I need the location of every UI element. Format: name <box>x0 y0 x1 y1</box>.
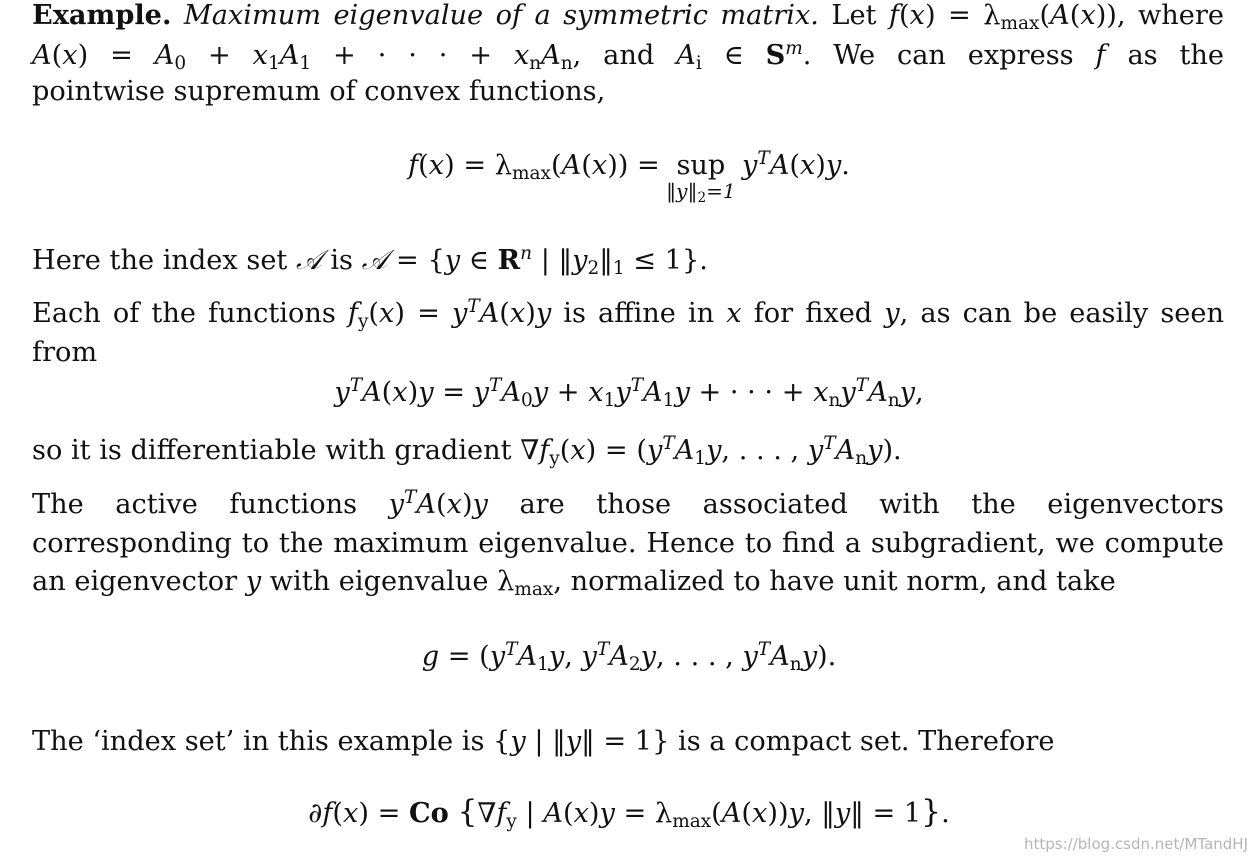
example-title: Maximum eigenvalue of a symmetric matrix. <box>183 0 819 31</box>
intro-tail: pointwise supremum of convex functions, <box>32 76 606 107</box>
gradient-paragraph: so it is differentiable with gradient $\nabla f_y(x) = (y^TA_1y$, . . . , $y^TA_ny$). <box>32 432 902 470</box>
equation-subgradient: $g = (y^TA_1y$, $y^TA_2y$, . . . , $y^TA_ny$). <box>421 638 837 676</box>
equation-subdifferential: ∂f(x) = Co {$\nabla f_y$ | $A(x)y = \lambda_{max}(A(x))y$, ‖y‖ = 1}. <box>308 794 950 833</box>
example-paragraph: Example. Maximum eigenvalue of a symmetric matrix. Let $f(x) = \lambda_{max}(A(x))$, where $A(x) = A_0 + x_1A_1$ + · · · + $x_nA_n$, and $A_i$ ∈ $S^m$. We can express f as the <box>32 0 1225 74</box>
example-paragraph-tail <box>32 73 1224 112</box>
sup-op: sup <box>676 150 726 181</box>
affine-paragraph: Each of the functions $f_y(x) = y^TA(x)y$ is affine in x for fixed y, as can be easily seen <box>32 295 1224 333</box>
affine-from: from <box>32 337 98 368</box>
index-set-paragraph: Here the index set 𝒜 is 𝒜 = {y ∈ $R^n$ | $‖y_2‖_1 \le 1$}. <box>32 242 708 280</box>
sup-operator <box>666 147 736 206</box>
compact-set-paragraph: The ‘index set’ in this example is {y | ‖y‖ = 1} is a compact set. Therefore <box>32 726 1055 757</box>
equation-expansion: $y^TA(x)y = y^TA_0y + x_1y^TA_1y$ + · · · + $x_ny^TA_ny$, <box>334 374 924 412</box>
active-functions-paragraph: The active functions $y^TA(x)y$ are those associated with the eigenvectors corresponding to the maximum eigenvalue. Hence to find a subgradient, we compute an eigenvector y with eigenvalue $\lambda_{max}$, normalized to have unit norm, and take <box>32 486 1224 601</box>
sup-subscript: $‖y‖_2=1$ <box>666 179 736 206</box>
affine-paragraph-tail <box>32 334 1224 373</box>
watermark: https://blog.csdn.net/MTandHJ <box>1024 835 1248 853</box>
equation-sup: $f(x) = \lambda_{max}(A(x))$ = sup $‖y‖_2=1$ $y^TA(x)y$. <box>408 147 850 206</box>
example-label: Example. <box>32 0 172 31</box>
